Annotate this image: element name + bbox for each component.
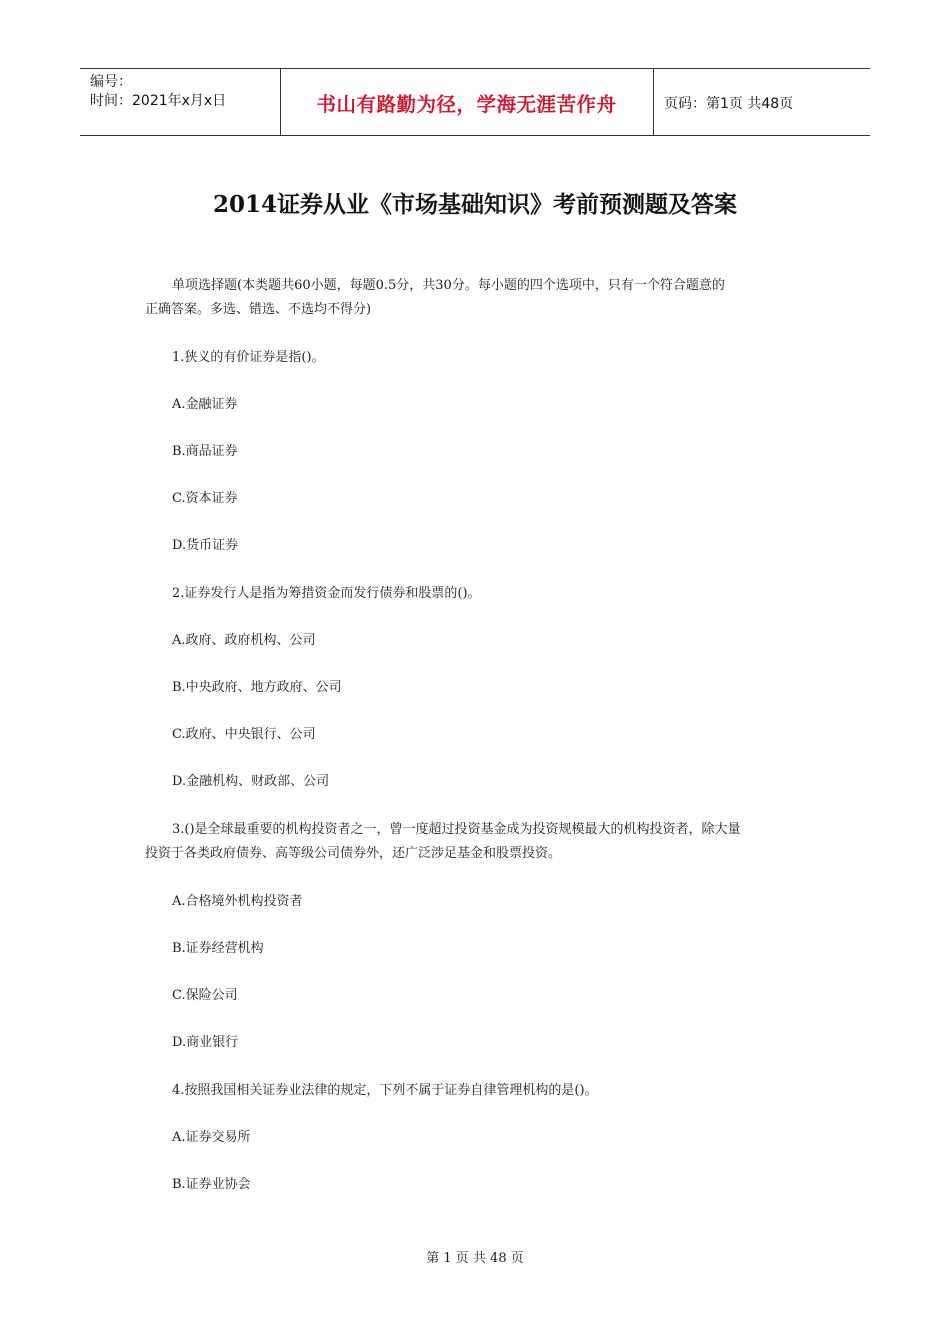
- question-stem: 1.狭义的有价证券是指()。: [172, 350, 325, 365]
- header-motto: 书山有路勤为径，学海无涯苦作舟: [316, 93, 617, 116]
- question-stem: 3.()是全球最重要的机构投资者之一，曾一度超过投资基金成为投资规模最大的机构投资者，除大量: [172, 822, 741, 837]
- question-stem: 4.按照我国相关证券业法律的规定，下列不属于证券自律管理机构的是()。: [172, 1083, 598, 1098]
- header-page-info: 页码：第1页 共48页: [664, 96, 794, 112]
- document-header: [80, 68, 870, 136]
- header-meta: [90, 73, 226, 111]
- instructions-line: 单项选择题(本类题共60小题，每题0.5分，共30分。每小题的四个选项中，只有一个符合题意的: [172, 278, 725, 293]
- answer-option: B.证券业协会: [172, 1177, 251, 1192]
- answer-option: D.货币证券: [172, 538, 239, 553]
- answer-option: A.证券交易所: [172, 1130, 251, 1145]
- answer-option: C.资本证券: [172, 491, 238, 506]
- answer-option: D.金融机构、财政部、公司: [172, 774, 330, 789]
- answer-option: D.商业银行: [172, 1035, 239, 1050]
- answer-option: C.保险公司: [172, 988, 238, 1003]
- document-title: 2014证券从业《市场基础知识》考前预测题及答案: [212, 191, 737, 218]
- answer-option: B.商品证券: [172, 444, 238, 459]
- date-label: 时间：2021年x月x日: [90, 93, 227, 109]
- serial-label: 编号：: [90, 74, 132, 90]
- header-divider: [653, 69, 654, 135]
- instructions-line: 正确答案。多选、错选、不选均不得分): [145, 302, 372, 317]
- answer-option: A.合格境外机构投资者: [172, 894, 303, 909]
- answer-option: A.政府、政府机构、公司: [172, 633, 316, 648]
- question-stem-continued: 投资于各类政府债券、高等级公司债券外，还广泛涉足基金和股票投资。: [145, 846, 562, 861]
- answer-option: C.政府、中央银行、公司: [172, 727, 316, 742]
- answer-option: A.金融证券: [172, 397, 238, 412]
- question-stem: 2.证券发行人是指为筹措资金而发行债券和股票的()。: [172, 586, 481, 601]
- answer-option: B.中央政府、地方政府、公司: [172, 680, 342, 695]
- answer-option: B.证券经营机构: [172, 941, 264, 956]
- page-footer: 第 1 页 共 48 页: [426, 1251, 524, 1266]
